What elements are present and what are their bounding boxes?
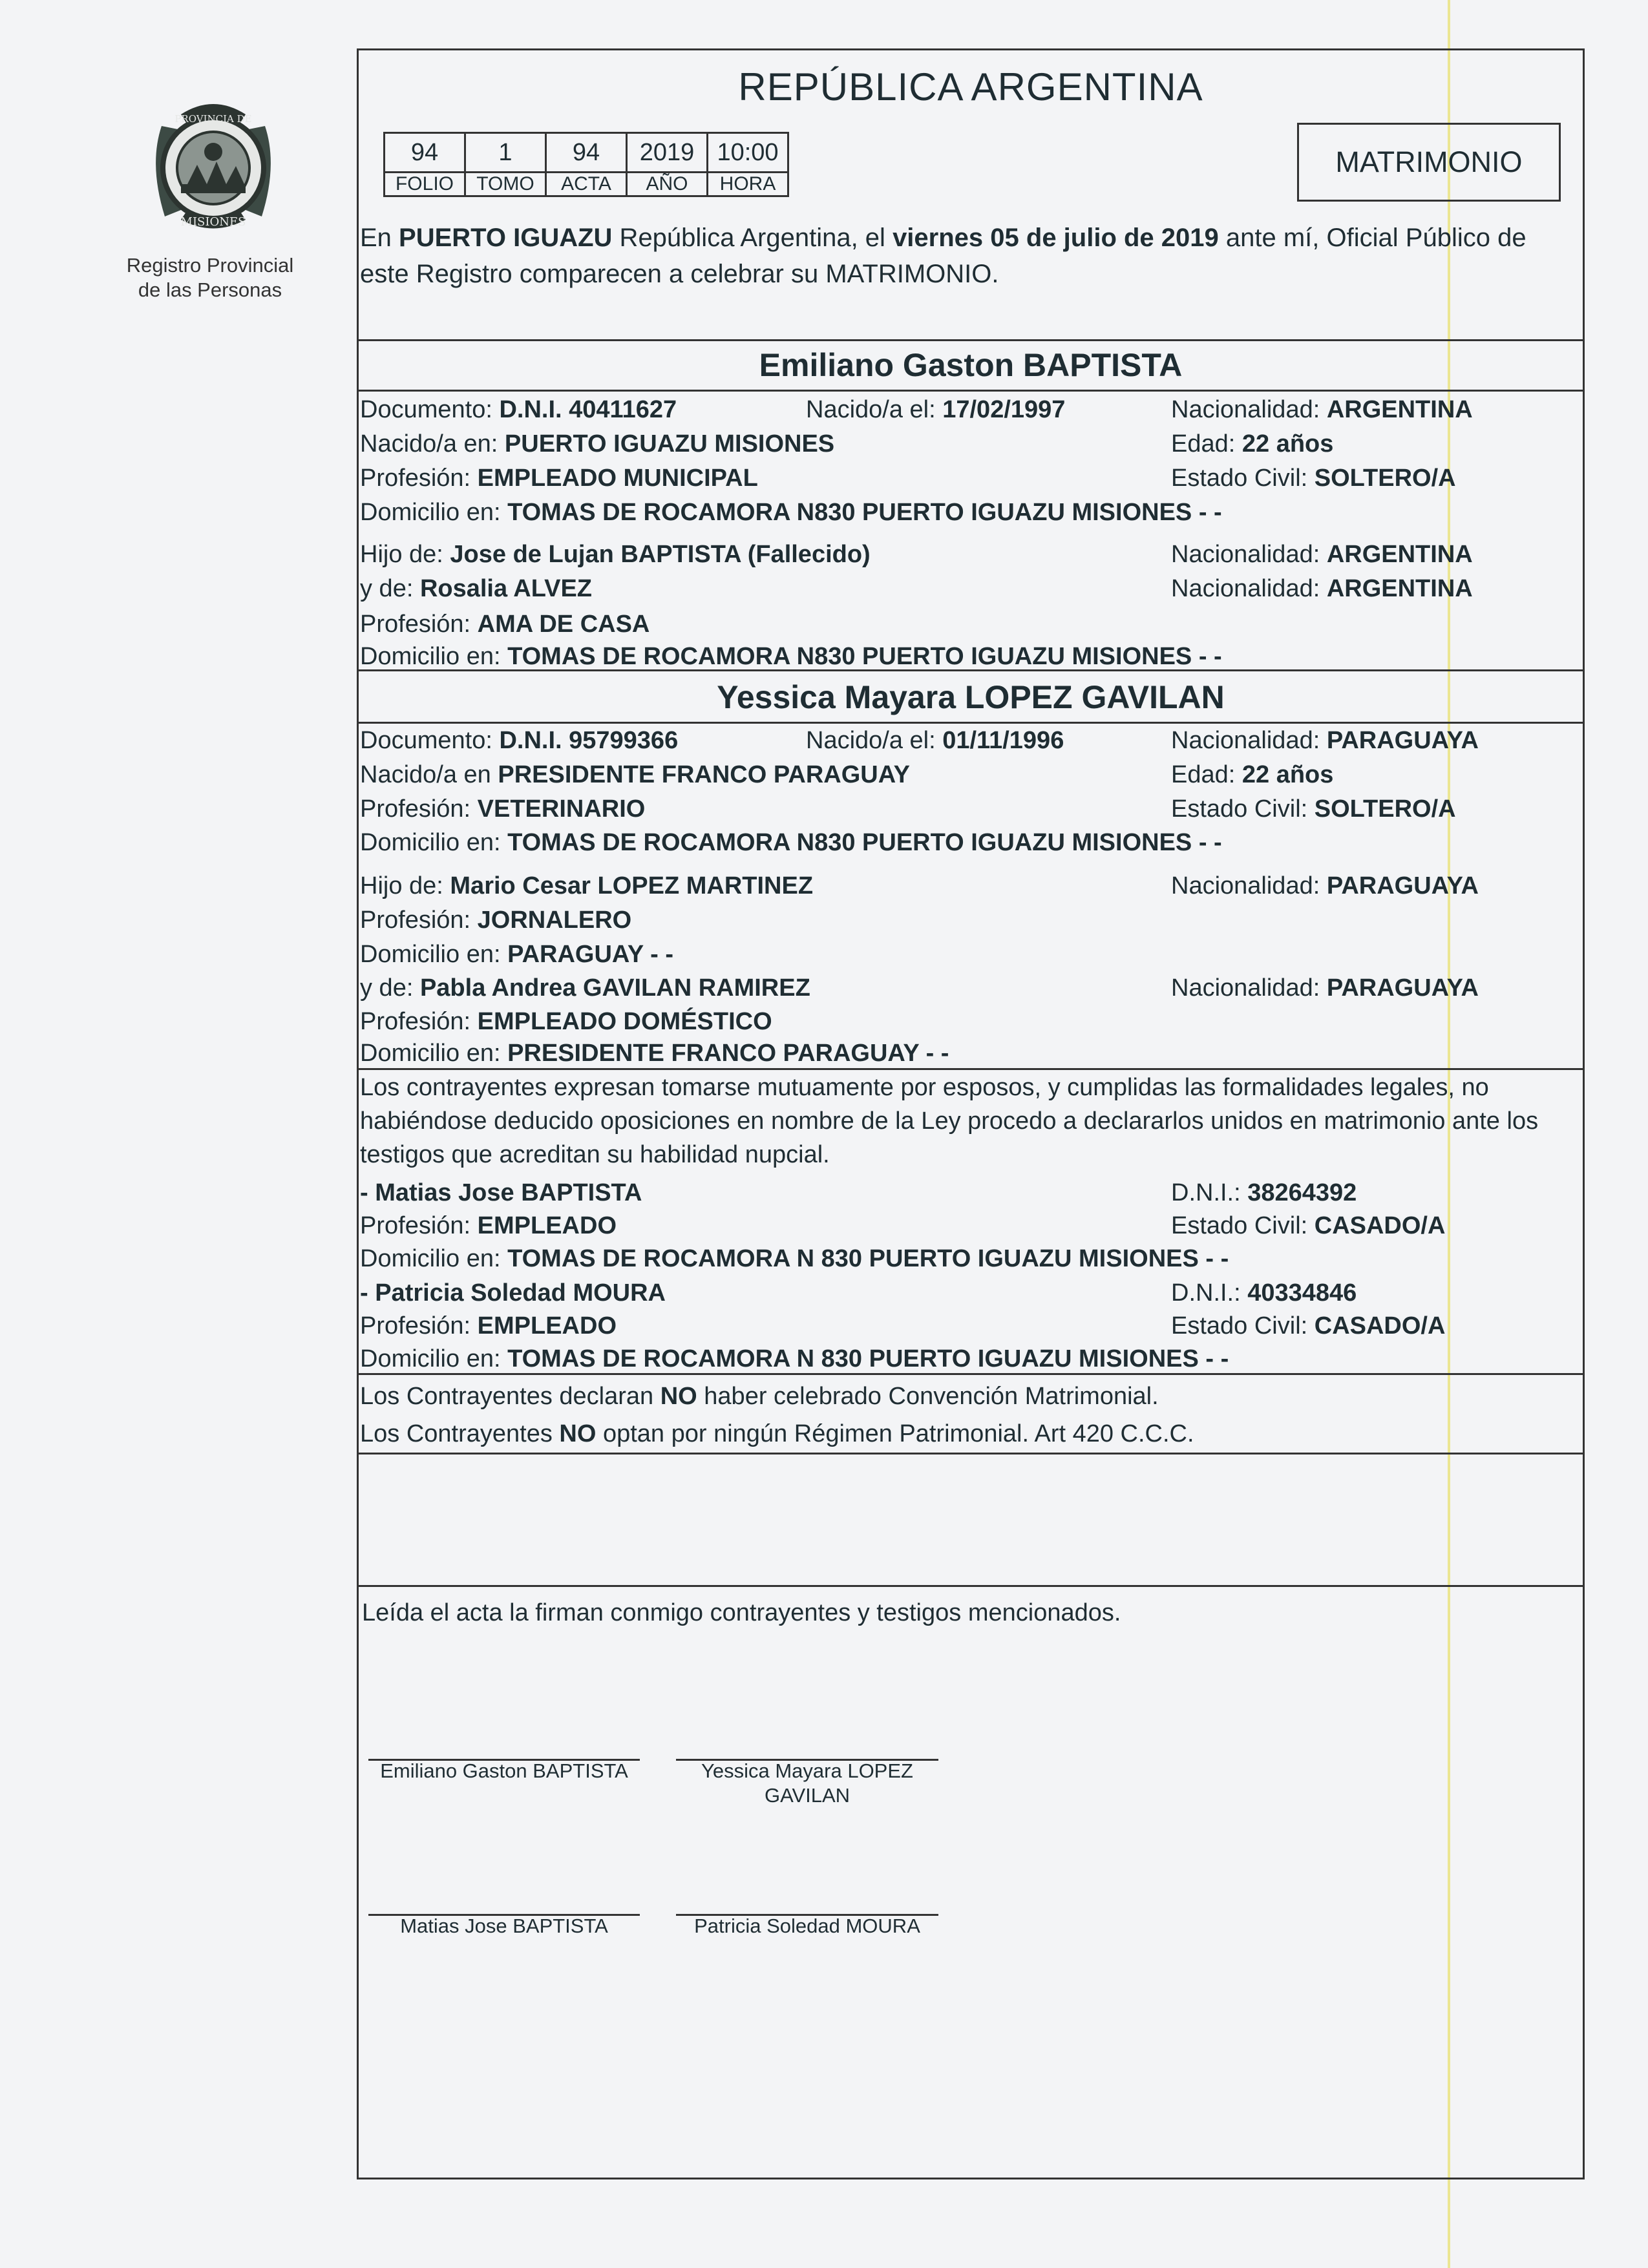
witness1-profession: Profesión: EMPLEADO [360,1212,617,1239]
spouse2-birthdate: Nacido/a el: 01/11/1996 [806,727,1064,754]
spouse1-civil-status: Estado Civil: SOLTERO/A [1171,465,1456,492]
spouse2-document: Documento: D.N.I. 95799366 [360,727,679,754]
page-title: REPÚBLICA ARGENTINA [738,65,1203,109]
spouse2-father-nationality: Nacionalidad: PARAGUAYA [1171,872,1479,899]
spouse2-father-address: Domicilio en: PARAGUAY - - [360,941,673,968]
spouse1-parent-profession: Profesión: AMA DE CASA [360,611,650,638]
registry-name: Registro Provincial de las Personas [126,254,294,301]
signature-name-1: Emiliano Gaston BAPTISTA [380,1759,628,1782]
hora-label: HORA [708,173,788,196]
spouse2-civil-status: Estado Civil: SOLTERO/A [1171,795,1456,823]
misiones-province-seal [136,87,291,249]
spouse1-birthplace: Nacido/a en: PUERTO IGUAZU MISIONES [360,430,835,457]
witness1-dni: D.N.I.: 38264392 [1171,1179,1357,1206]
spouse2-nationality: Nacionalidad: PARAGUAYA [1171,727,1479,754]
spouse2-father-profession: Profesión: JORNALERO [360,907,632,934]
spouse2-birthplace: Nacido/a en PRESIDENTE FRANCO PARAGUAY [360,761,911,788]
witness2-name: - Patricia Soledad MOURA [360,1279,666,1307]
spouse2-father: Hijo de: Mario Cesar LOPEZ MARTINEZ [360,872,814,899]
spouse1-father-nationality: Nacionalidad: ARGENTINA [1171,541,1473,568]
spouse1-mother: y de: Rosalia ALVEZ [360,575,593,602]
spouse1-mother-nationality: Nacionalidad: ARGENTINA [1171,575,1473,602]
witness2-profession: Profesión: EMPLEADO [360,1312,617,1339]
spouse2-age: Edad: 22 años [1171,761,1334,788]
seal-bottom-text: MISIONES [180,215,246,229]
spouse2-mother-address: Domicilio en: PRESIDENTE FRANCO PARAGUAY - - [360,1040,949,1067]
witness2-dni: D.N.I.: 40334846 [1171,1279,1357,1307]
signature-name-3: Matias Jose BAPTISTA [400,1915,608,1937]
folio-label: FOLIO [385,173,465,196]
witness1-name: - Matias Jose BAPTISTA [360,1179,642,1206]
act-type-box: MATRIMONIO [1297,123,1561,202]
signature-name-2: Yessica Mayara LOPEZ GAVILAN [701,1759,913,1807]
divider-notes [357,1453,1585,1454]
witness1-civil-status: Estado Civil: CASADO/A [1171,1212,1446,1239]
witness2-address: Domicilio en: TOMAS DE ROCAMORA N 830 PUERTO IGUAZU MISIONES - - [360,1345,1229,1372]
hora-value: 10:00 [708,133,788,173]
spouse1-birthdate: Nacido/a el: 17/02/1997 [806,396,1066,423]
acta-value: 94 [546,133,627,173]
spouse1-address: Domicilio en: TOMAS DE ROCAMORA N830 PUERTO IGUAZU MISIONES - - [360,499,1222,526]
spouse2-mother-nationality: Nacionalidad: PARAGUAYA [1171,974,1479,1002]
acta-label: ACTA [546,173,627,196]
folio-value: 94 [385,133,465,173]
spouse1-parent-address: Domicilio en: TOMAS DE ROCAMORA N830 PUERTO IGUAZU MISIONES - - [360,643,1222,670]
seal-top-text: PROVINCIA DE [174,113,252,125]
spouse1-father: Hijo de: Jose de Lujan BAPTISTA (Fallecido) [360,541,871,568]
signature-name-4: Patricia Soledad MOURA [694,1915,920,1937]
tomo-value: 1 [465,133,546,173]
divider-intro [357,339,1585,341]
anio-value: 2019 [627,133,708,173]
spouse1-age: Edad: 22 años [1171,430,1334,457]
regime-convention: Los Contrayentes declaran NO haber celebrado Convención Matrimonial. [360,1383,1159,1410]
spouse1-nationality: Nacionalidad: ARGENTINA [1171,396,1473,423]
tomo-label: TOMO [465,173,546,196]
regime-patrimonial: Los Contrayentes NO optan por ningún Régimen Patrimonial. Art 420 C.C.C. [360,1420,1194,1447]
closing-statement: Leída el acta la firman conmigo contrayentes y testigos mencionados. [362,1599,1121,1626]
spouse2-address: Domicilio en: TOMAS DE ROCAMORA N830 PUERTO IGUAZU MISIONES - - [360,829,1222,856]
witness1-address: Domicilio en: TOMAS DE ROCAMORA N 830 PUERTO IGUAZU MISIONES - - [360,1245,1229,1272]
anio-label: AÑO [627,173,708,196]
spouse2-name: Yessica Mayara LOPEZ GAVILAN [717,679,1225,715]
divider-spouse1-name [357,390,1585,392]
divider-closing [357,1585,1585,1587]
spouse1-profession: Profesión: EMPLEADO MUNICIPAL [360,465,758,492]
intro-paragraph: En PUERTO IGUAZU República Argentina, el viernes 05 de julio de 2019 ante mí, Oficial Público de este Registro comparecen a celebrar su MATRIMONIO. [360,224,1527,288]
spouse2-mother-profession: Profesión: EMPLEADO DOMÉSTICO [360,1008,772,1035]
spouse1-name: Emiliano Gaston BAPTISTA [759,347,1183,383]
act-reference-table [383,132,789,197]
spouse2-mother: y de: Pabla Andrea GAVILAN RAMIREZ [360,974,810,1002]
witness2-civil-status: Estado Civil: CASADO/A [1171,1312,1446,1339]
spouse2-profession: Profesión: VETERINARIO [360,795,646,823]
declaration-paragraph: Los contrayentes expresan tomarse mutuamente por esposos, y cumplidas las formalidades legales, no habiéndose deducido oposiciones en nombre de la Ley procedo a declararlos unidos en matrimonio ante los testigos que acreditan su habilidad nupcial. [360,1074,1539,1168]
spouse1-document: Documento: D.N.I. 40411627 [360,396,677,423]
